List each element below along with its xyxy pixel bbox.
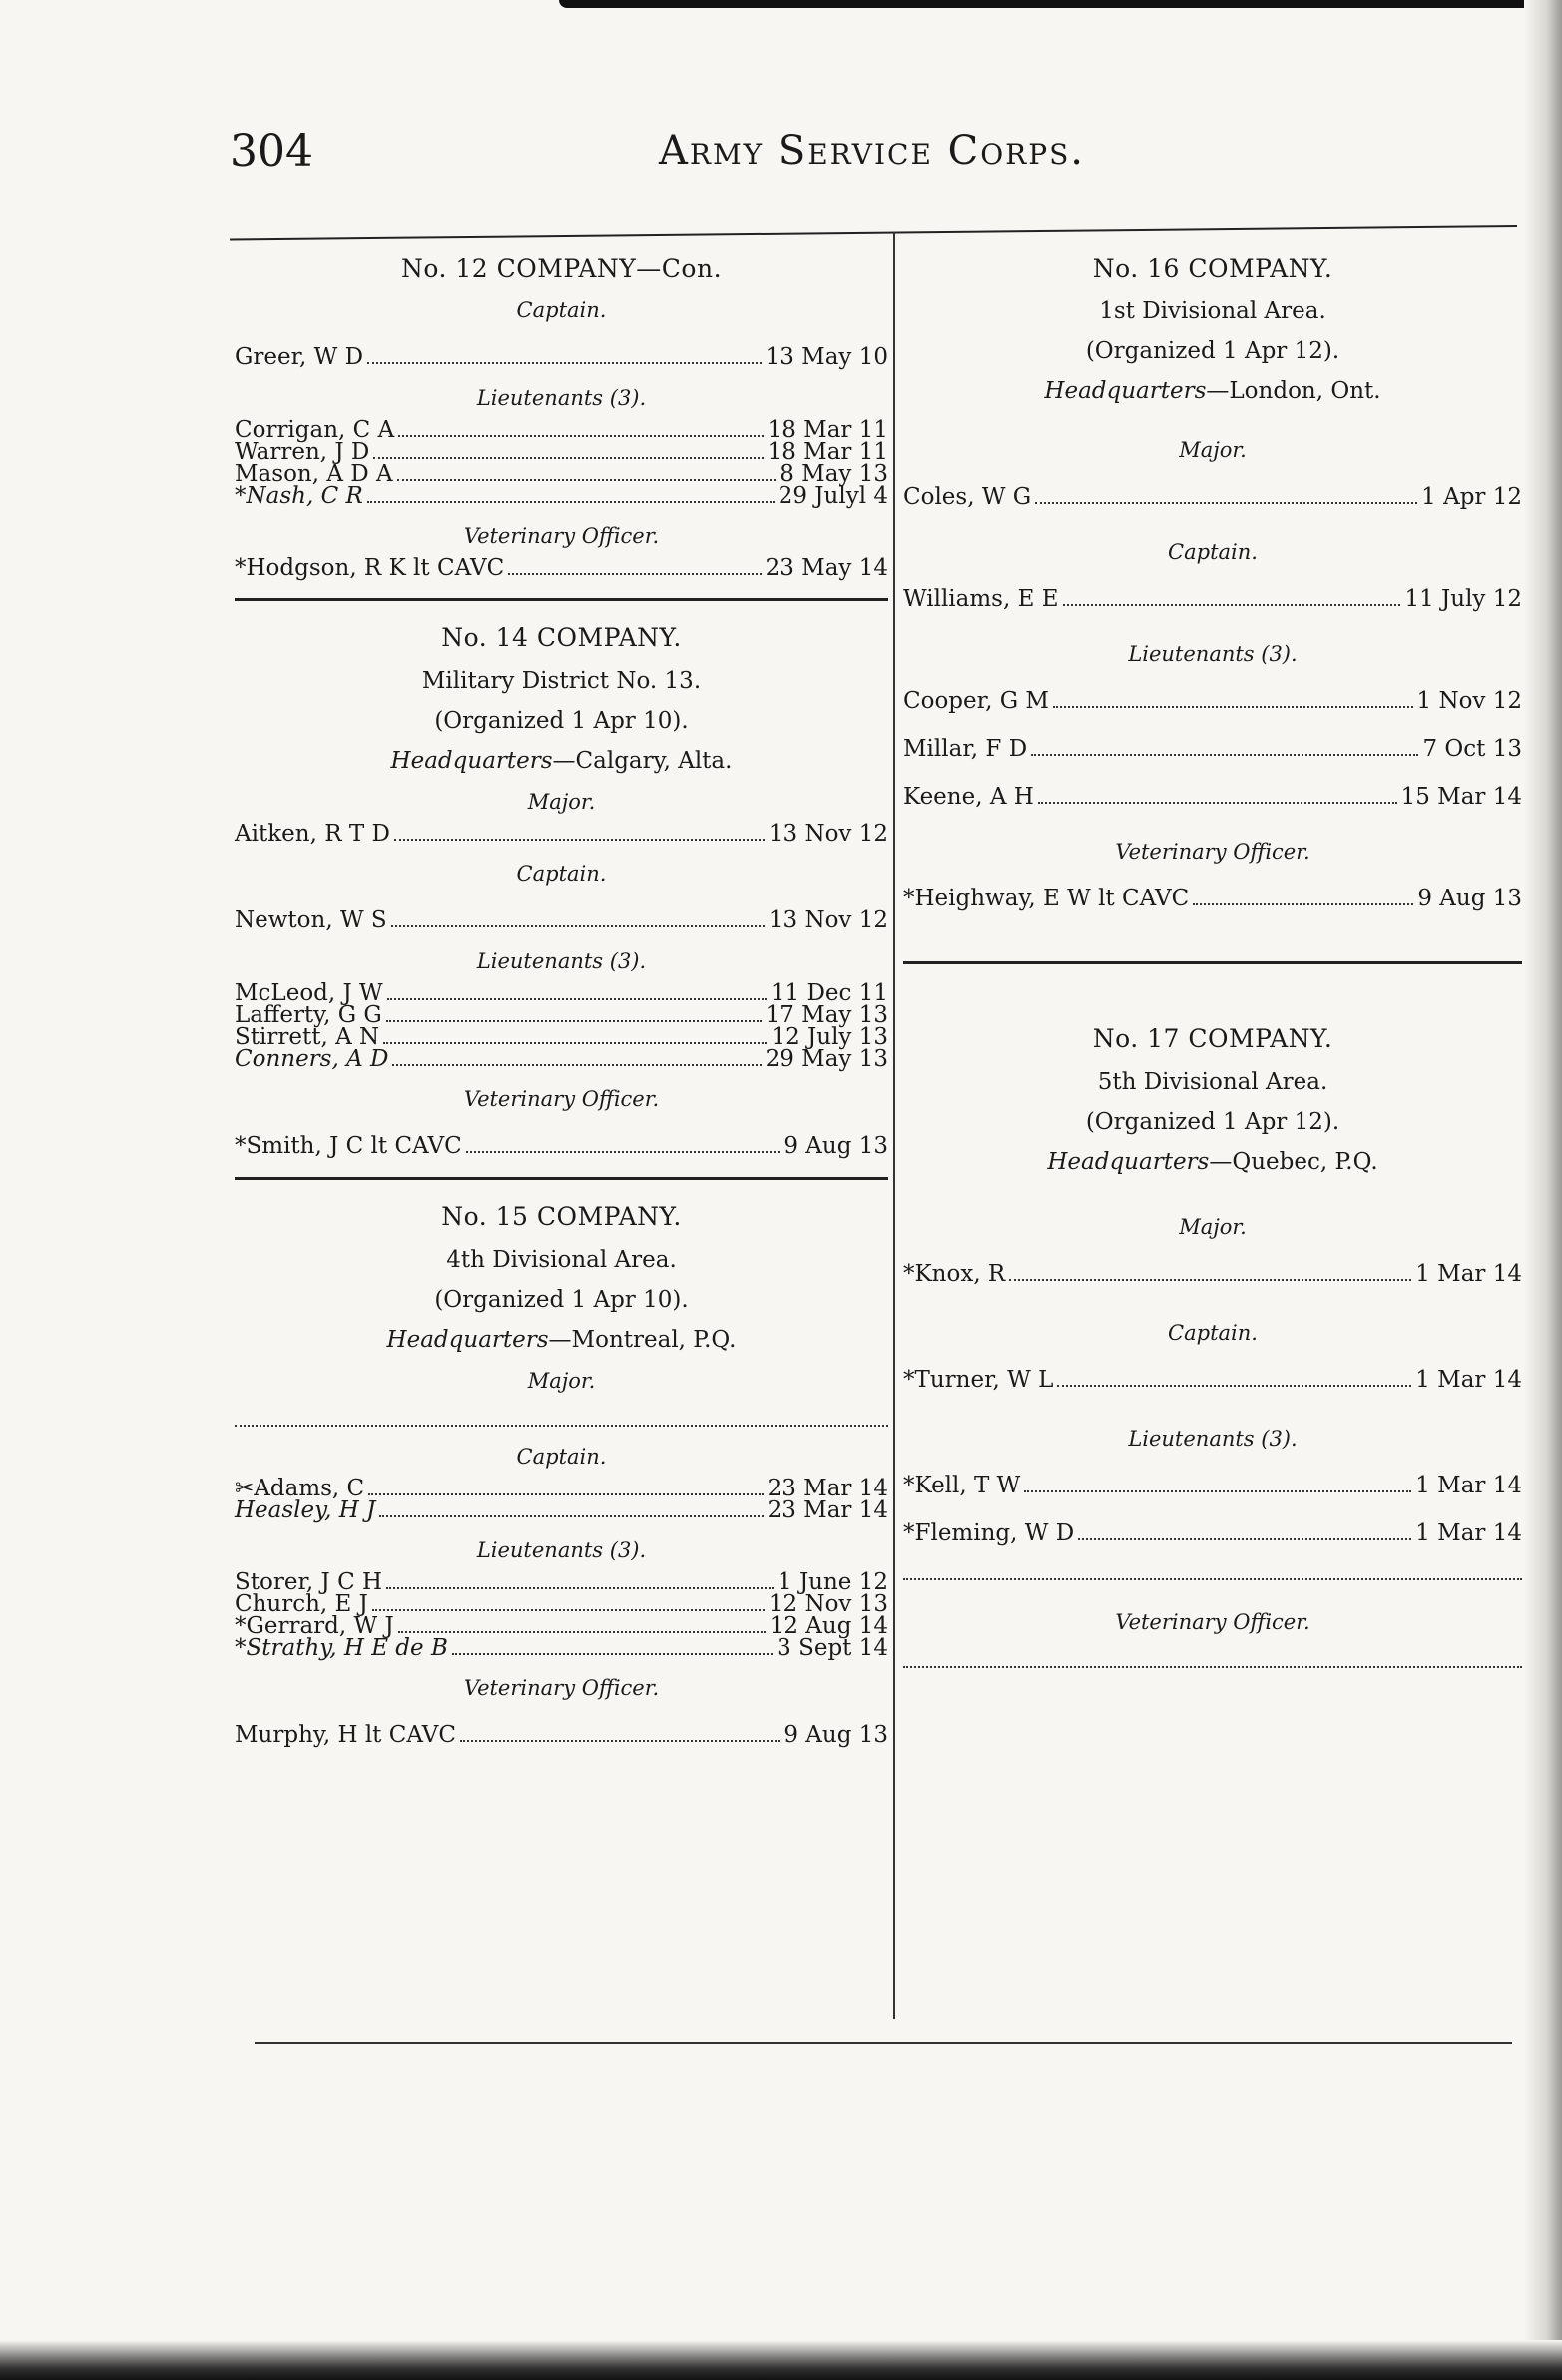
- vacant-lieutenant-line: [903, 1568, 1522, 1580]
- officer-date: 1 Mar 14: [1415, 1367, 1522, 1393]
- officer-name: Church, E J: [235, 1591, 368, 1617]
- officer-entry: [235, 555, 888, 581]
- vet-label: Veterinary Officer.: [1115, 840, 1310, 864]
- right-column: [903, 232, 1522, 1686]
- officer-date: 13 Nov 12: [768, 907, 888, 933]
- officer-date: 18 Mar 11: [767, 417, 888, 443]
- company-17-section: [903, 1024, 1522, 1668]
- headquarters-value: —Quebec, P.Q.: [1209, 1149, 1378, 1175]
- officer-date: 3 Sept 14: [777, 1635, 888, 1661]
- officer-name: Stirrett, A N: [235, 1024, 380, 1050]
- officer-entry: [903, 784, 1522, 810]
- lieutenants-label: Lieutenants (3).: [1128, 642, 1298, 666]
- officer-name: Coles, W G: [903, 484, 1032, 510]
- officer-date: 12 Nov 13: [768, 1591, 888, 1617]
- headquarters-line: [903, 378, 1522, 404]
- page-edge-bottom: [0, 2340, 1562, 2380]
- officer-date: 23 May 14: [765, 555, 888, 581]
- officer-date: 13 Nov 12: [768, 821, 888, 847]
- officer-date: 1 June 12: [778, 1569, 888, 1595]
- officer-name: ✂Adams, C: [235, 1476, 365, 1501]
- headquarters-label: Headquarters: [390, 748, 553, 774]
- officer-entry: [903, 586, 1522, 612]
- officer-entry: [235, 1497, 888, 1523]
- officer-name: *Fleming, W D: [903, 1520, 1075, 1546]
- vet-label: Veterinary Officer.: [463, 1087, 660, 1111]
- headquarters-label: Headquarters: [1044, 378, 1207, 404]
- page-edge-top: [559, 0, 1557, 8]
- officer-entry: [903, 1473, 1522, 1498]
- officer-date: 1 Apr 12: [1421, 484, 1522, 510]
- headquarters-label: Headquarters: [1047, 1149, 1210, 1175]
- officer-date: 1 Mar 14: [1415, 1261, 1522, 1287]
- company-title: No. 16 COMPANY.: [1092, 254, 1333, 283]
- officer-date: 23 Mar 14: [767, 1476, 888, 1501]
- vet-label: Veterinary Officer.: [463, 524, 660, 548]
- district-label: 5th Divisional Area.: [1097, 1069, 1328, 1095]
- officer-date: 1 Mar 14: [1415, 1473, 1522, 1498]
- organized-label: (Organized 1 Apr 10).: [434, 1287, 689, 1313]
- officer-name: *Knox, R: [903, 1261, 1006, 1287]
- officer-date: 9 Aug 13: [783, 1133, 888, 1159]
- officer-name: Warren, J D: [235, 439, 370, 465]
- officer-date: 29 Julyl 4: [778, 483, 888, 509]
- officer-entry: [903, 1261, 1522, 1287]
- officer-name: Millar, F D: [903, 736, 1028, 762]
- officer-name: Heasley, H J: [235, 1497, 376, 1523]
- headquarters-value: —Montreal, P.Q.: [548, 1327, 737, 1353]
- officer-date: 7 Oct 13: [1422, 736, 1522, 762]
- officer-entry: [903, 1367, 1522, 1393]
- officer-entry: [235, 483, 888, 509]
- company-title: No. 12 COMPANY—Con.: [400, 254, 723, 283]
- company-title: No. 17 COMPANY.: [1092, 1024, 1333, 1053]
- officer-entry: [903, 688, 1522, 714]
- company-16-section: [903, 254, 1522, 911]
- headquarters-value: —Calgary, Alta.: [552, 748, 733, 774]
- officer-date: 9 Aug 13: [1417, 886, 1522, 911]
- headquarters-line: [235, 1327, 888, 1353]
- company-14-section: [235, 623, 888, 1159]
- lieutenants-label: Lieutenants (3).: [476, 1538, 647, 1562]
- lieutenants-label: Lieutenants (3).: [476, 386, 647, 410]
- officer-name: *Heighway, E W lt CAVC: [903, 886, 1190, 911]
- captain-label: Captain.: [1168, 1321, 1258, 1345]
- officer-date: 11 July 12: [1404, 586, 1522, 612]
- vet-label: Veterinary Officer.: [1115, 1610, 1310, 1634]
- captain-label: Captain.: [516, 298, 607, 322]
- officer-date: 15 Mar 14: [1400, 784, 1522, 810]
- vet-label: Veterinary Officer.: [463, 1676, 660, 1700]
- captain-label: Captain.: [516, 1445, 607, 1469]
- officer-entry: [903, 1520, 1522, 1546]
- officer-entry: [235, 1635, 888, 1661]
- officer-entry: [235, 344, 888, 370]
- officer-entry: [235, 1133, 888, 1159]
- page-title: Army Service Corps.: [659, 128, 1086, 174]
- officer-name: *Hodgson, R K lt CAVC: [235, 555, 505, 581]
- major-label: Major.: [1179, 1215, 1247, 1239]
- officer-date: 17 May 13: [765, 1002, 888, 1028]
- officer-date: 11 Dec 11: [770, 980, 888, 1006]
- major-label: Major.: [527, 1369, 596, 1393]
- officer-name: Corrigan, C A: [235, 417, 395, 443]
- officer-name: Greer, W D: [235, 344, 364, 370]
- officer-name: *Nash, C R: [235, 483, 363, 509]
- section-rule: [235, 598, 888, 601]
- lieutenants-label: Lieutenants (3).: [476, 949, 647, 973]
- district-label: Military District No. 13.: [421, 668, 702, 694]
- vacant-major-line: [235, 1415, 888, 1427]
- left-column: [235, 232, 888, 1756]
- officer-date: 23 Mar 14: [767, 1497, 888, 1523]
- organized-label: (Organized 1 Apr 10).: [434, 708, 689, 734]
- headquarters-line: [235, 748, 888, 774]
- officer-date: 18 Mar 11: [767, 439, 888, 465]
- officer-name: Aitken, R T D: [235, 821, 390, 847]
- officer-date: 1 Mar 14: [1415, 1520, 1522, 1546]
- headquarters-line: [903, 1149, 1522, 1175]
- headquarters-label: Headquarters: [386, 1327, 549, 1353]
- officer-name: Keene, A H: [903, 784, 1034, 810]
- officer-name: Williams, E E: [903, 586, 1059, 612]
- officer-name: McLeod, J W: [235, 980, 383, 1006]
- major-label: Major.: [1179, 438, 1247, 462]
- officer-entry: [903, 886, 1522, 911]
- officer-entry: [903, 484, 1522, 510]
- page-edge-right: [1524, 0, 1562, 2380]
- officer-name: *Strathy, H E de B: [235, 1635, 448, 1661]
- district-label: 4th Divisional Area.: [446, 1247, 677, 1273]
- officer-date: 12 Aug 14: [769, 1613, 888, 1639]
- officer-name: Lafferty, G G: [235, 1002, 382, 1028]
- officer-date: 12 July 13: [771, 1024, 888, 1050]
- lieutenants-label: Lieutenants (3).: [1128, 1427, 1298, 1451]
- company-15-section: [235, 1202, 888, 1748]
- officer-date: 9 Aug 13: [783, 1722, 888, 1748]
- vacant-vet-line: [903, 1656, 1522, 1668]
- officer-name: Mason, A D A: [235, 461, 393, 487]
- officer-date: 13 May 10: [765, 344, 888, 370]
- captain-label: Captain.: [1168, 540, 1258, 564]
- page-number: 304: [230, 126, 313, 177]
- officer-name: Cooper, G M: [903, 688, 1049, 714]
- company-12-section: [235, 254, 888, 580]
- column-divider: [893, 232, 895, 2019]
- major-label: Major.: [527, 790, 596, 814]
- officer-name: *Smith, J C lt CAVC: [235, 1133, 462, 1159]
- bottom-rule: [255, 2042, 1512, 2044]
- officer-name: *Turner, W L: [903, 1367, 1054, 1393]
- headquarters-value: —London, Ont.: [1206, 378, 1381, 404]
- district-label: 1st Divisional Area.: [1099, 298, 1326, 324]
- officer-entry: [235, 1046, 888, 1072]
- officer-name: Conners, A D: [235, 1046, 389, 1072]
- officer-name: Newton, W S: [235, 907, 387, 933]
- officer-entry: [235, 1722, 888, 1748]
- section-rule: [235, 1177, 888, 1180]
- officer-entry: [235, 821, 888, 847]
- organized-label: (Organized 1 Apr 12).: [1085, 1109, 1340, 1135]
- officer-entry: [903, 736, 1522, 762]
- officer-name: Murphy, H lt CAVC: [235, 1722, 457, 1748]
- company-title: No. 14 COMPANY.: [441, 623, 682, 652]
- officer-name: *Gerrard, W J: [235, 1613, 394, 1639]
- officer-entry: [235, 907, 888, 933]
- officer-name: *Kell, T W: [903, 1473, 1021, 1498]
- officer-date: 8 May 13: [780, 461, 888, 487]
- officer-date: 1 Nov 12: [1416, 688, 1522, 714]
- officer-name: Storer, J C H: [235, 1569, 383, 1595]
- captain-label: Captain.: [516, 862, 607, 886]
- company-title: No. 15 COMPANY.: [441, 1202, 682, 1231]
- organized-label: (Organized 1 Apr 12).: [1085, 338, 1340, 364]
- officer-date: 29 May 13: [765, 1046, 888, 1072]
- section-rule: [903, 961, 1522, 964]
